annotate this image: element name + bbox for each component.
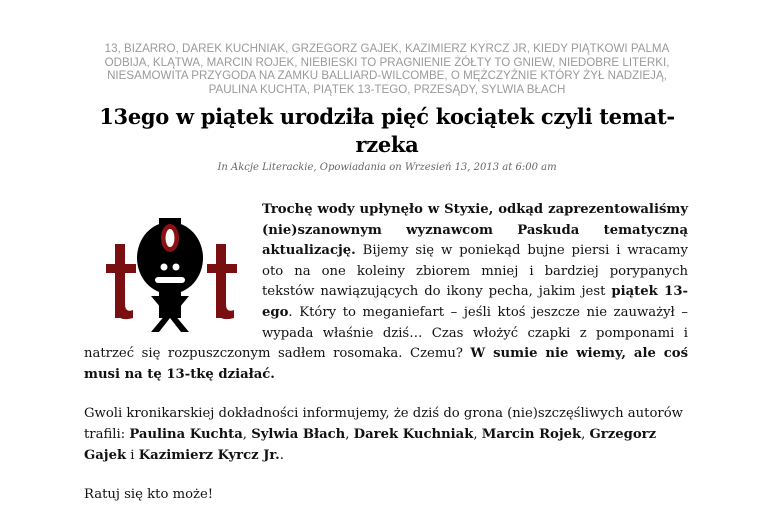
tag-link[interactable]: PAULINA KUCHTA xyxy=(208,82,307,96)
post-time: 6:00 am xyxy=(515,162,557,173)
intro-paragraph: Trochę wody upłynęło w Styxie, odkąd zaprezentowaliśmy (nie)szanownym wyznawcom Paskuda tematyczną aktualizację. Bijemy się w poniekąd bujne piersi i wracamy oto na one koleiny zbiorem mniej i bardziej porypanych tekstów nawiązujących do ikony pecha, jakim jest piątek 13-ego. Który to meganiefart – jeśli ktoś jeszcze nie zauważył – wypada właśnie dziś… Czas włożyć czapki z pomponami i natrzeć się rozpuszczonym sadłem rosomaka. Czemu? W sumie nie wiemy, ale coś musi na tę 13-tkę działać. xyxy=(84,202,689,382)
tag-link[interactable]: GRZEGORZ GAJEK xyxy=(291,42,399,55)
post-content xyxy=(84,200,688,506)
meta-on: on xyxy=(389,162,402,173)
meta-in: In xyxy=(217,162,228,173)
tag-link[interactable]: O MĘŻCZYŹNIE KTÓRY ŻYŁ NADZIEJĄ xyxy=(450,69,664,83)
author-name: Darek Kuchniak xyxy=(353,426,474,442)
post-title: 13ego w piątek urodziła pięć kociątek czyli temat-rzeka xyxy=(99,104,675,157)
author-name: Kazimierz Kyrcz Jr. xyxy=(138,447,280,463)
post-meta: In Akcje Literackie, Opowiadania on Wrzesień 13, 2013 at 6:00 am xyxy=(217,162,557,173)
author-name: Sylwia Błach xyxy=(251,426,346,442)
meta-at: at xyxy=(502,162,513,173)
tag-link[interactable]: PIĄTEK 13-TEGO xyxy=(313,82,408,96)
post-date-link[interactable]: Wrzesień 13, 2013 xyxy=(404,162,500,173)
tag-link[interactable]: KLĄTWA xyxy=(152,55,201,69)
post-tags: 13, BIZARRO, DAREK KUCHNIAK, GRZEGORZ GAJEK, KAZIMIERZ KYRCZ JR, KIEDY PIĄTKOWI PALMA ODBIJA, KLĄTWA, MARCIN ROJEK, NIEBIESKI TO PRAGNIENIE ŻÓŁTY TO GNIEW, NIEDOBRE LITERKI, NIESAMOWITA PRZYGODA NA ZAMKU BALLIARD-WILCOMBE, O MĘŻCZYŹNIE KTÓRY ŻYŁ NADZIEJĄ, PAULINA KUCHTA, PIĄTEK 13-TEGO, PRZESĄDY, SYLWIA BŁACH xyxy=(104,42,670,96)
tag-link[interactable]: NIESAMOWITA PRZYGODA NA ZAMKU BALLIARD-WILCOMBE xyxy=(107,69,445,83)
tag-link[interactable]: 13 xyxy=(104,42,118,55)
tag-link[interactable]: DAREK KUCHNIAK xyxy=(182,42,286,55)
closing-paragraph: Ratuj się kto może! xyxy=(84,487,214,503)
tag-link[interactable]: BIZARRO xyxy=(124,42,176,55)
tag-link[interactable]: KAZIMIERZ KYRCZ JR xyxy=(404,42,527,55)
author-name: Paulina Kuchta xyxy=(129,426,243,442)
tag-link[interactable]: SYLWIA BŁACH xyxy=(481,82,566,96)
tag-link[interactable]: MARCIN ROJEK xyxy=(206,55,295,69)
author-name: Grzegorz Gajek xyxy=(84,426,657,463)
txt-logo-icon xyxy=(103,200,238,332)
author-name: Marcin Rojek xyxy=(481,426,582,442)
authors-paragraph: Gwoli kronikarskiej dokładności informujemy, że dziś do grona (nie)szczęśliwych autorów trafili: Paulina Kuchta, Sylwia Błach, Darek Kuchniak, Marcin Rojek, Grzegorz Gajek i Kazimierz Kyrcz Jr.. xyxy=(84,406,683,463)
tag-link[interactable]: NIEBIESKI TO PRAGNIENIE ŻÓŁTY TO GNIEW xyxy=(300,55,553,69)
tag-link[interactable]: NIEDOBRE LITERKI xyxy=(558,55,667,69)
category-link-opowiadania[interactable]: Opowiadania xyxy=(319,162,387,173)
tag-link[interactable]: PRZESĄDY xyxy=(413,82,475,96)
tag-link[interactable]: KIEDY PIĄTKOWI PALMA ODBIJA xyxy=(104,42,670,69)
category-link-akcje[interactable]: Akcje Literackie xyxy=(231,162,314,173)
